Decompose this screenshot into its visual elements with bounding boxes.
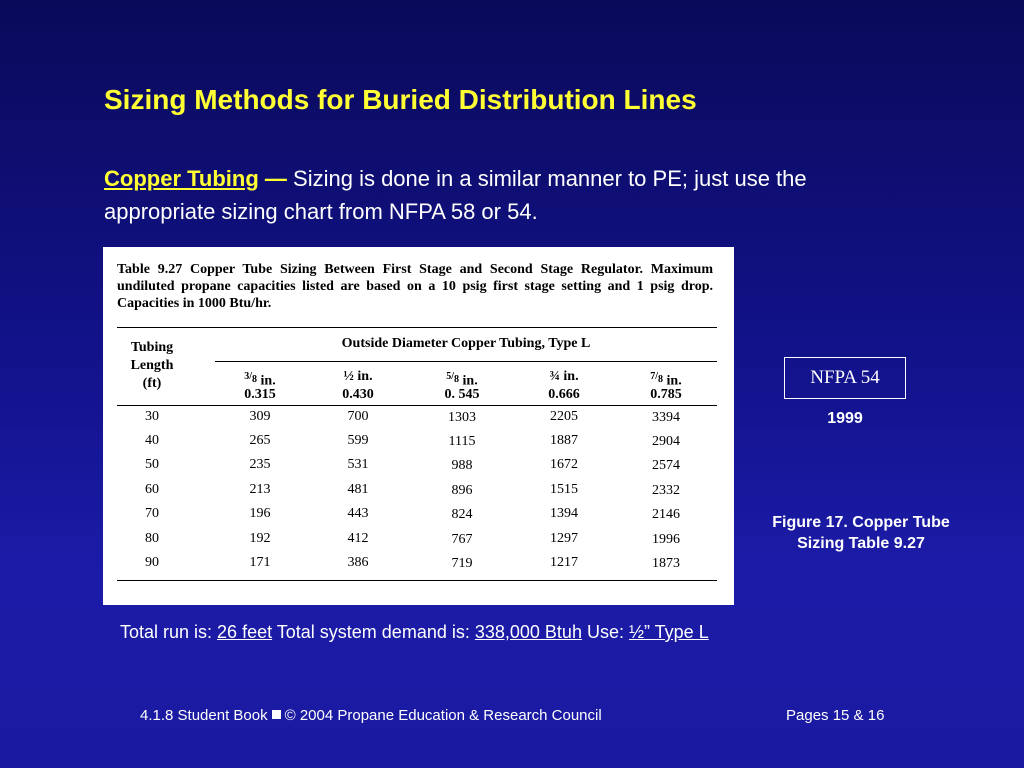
capacity-cell: 2574: [652, 458, 680, 473]
run-label: Total run is:: [120, 622, 218, 642]
column-od-header: 0. 545: [444, 387, 480, 402]
nfpa-label-box: NFPA 54: [784, 357, 906, 399]
capacity-cell: 309: [249, 409, 271, 424]
size-label: in.: [257, 373, 276, 389]
capacity-cell: 1996: [652, 532, 680, 547]
fraction-denominator: 8: [252, 374, 258, 385]
figure-caption-line-2: Sizing Table 9.27: [797, 535, 925, 552]
fraction-denominator: 8: [658, 374, 664, 385]
capacity-cell: 235: [249, 457, 271, 472]
capacity-cell: 719: [451, 556, 473, 571]
demand-value: 338,000 Btuh: [474, 622, 582, 642]
row-length-cell: 90: [145, 555, 159, 570]
capacity-cell: 386: [347, 555, 369, 570]
figure-caption-line-1: Figure 17. Copper Tube: [772, 514, 950, 531]
table-rule-top: [117, 327, 717, 328]
square-bullet-icon: [272, 710, 281, 719]
column-od-header: 0.430: [342, 387, 374, 402]
column-od-header: 0.315: [244, 387, 276, 402]
row-length-cell: 60: [145, 482, 159, 497]
run-value: 26 feet: [217, 622, 273, 642]
sizing-table-image: [103, 247, 734, 605]
capacity-cell: 196: [249, 506, 271, 521]
length-header-line: Tubing: [130, 340, 174, 355]
group-header: Outside Diameter Copper Tubing, Type L: [341, 336, 591, 351]
intro-text: Sizing is done in a similar manner to PE; just use the appropriate sizing chart from NFPA 58 or 54.: [104, 166, 807, 224]
capacity-cell: 443: [347, 506, 369, 521]
use-value: ½” Type L: [628, 622, 709, 642]
size-label: in.: [459, 373, 478, 389]
capacity-cell: 531: [347, 457, 369, 472]
figure-caption: [740, 512, 982, 554]
column-od-header: 0.785: [650, 387, 682, 402]
nfpa-year: 1999: [827, 410, 863, 427]
fraction-slash: /: [655, 371, 659, 382]
capacity-cell: 824: [451, 507, 473, 522]
capacity-cell: 1115: [448, 434, 476, 449]
table-rule-group: [215, 361, 717, 362]
capacity-cell: 767: [451, 532, 473, 547]
capacity-cell: 3394: [652, 410, 680, 425]
footer-left: [140, 707, 602, 724]
demand-label: Total system demand is:: [272, 622, 475, 642]
table-rule-header: [117, 405, 717, 406]
length-header-line: Length: [130, 358, 174, 373]
intro-dash: —: [258, 166, 287, 191]
column-od-header: 0.666: [548, 387, 580, 402]
capacity-cell: 2146: [652, 507, 680, 522]
capacity-cell: 1873: [652, 556, 680, 571]
fraction-slash: /: [249, 371, 253, 382]
table-rule-bottom: [117, 580, 717, 581]
capacity-cell: 412: [347, 531, 369, 546]
row-length-cell: 50: [145, 457, 159, 472]
size-label: ½ in.: [343, 369, 373, 384]
capacity-cell: 1887: [550, 433, 578, 448]
use-label: Use:: [581, 622, 629, 642]
capacity-cell: 1394: [550, 506, 578, 521]
size-label: in.: [663, 373, 682, 389]
footer-book: 4.1.8 Student Book: [140, 707, 268, 724]
row-length-cell: 40: [145, 433, 159, 448]
table-caption: Table 9.27 Copper Tube Sizing Between First Stage and Second Stage Regulator. Maximum undiluted propane capacities listed are based on a 10 psig first stage setting and 1 psig drop. Capacities in 1000 Btu/hr.: [117, 262, 713, 311]
footer-pages: Pages 15 & 16: [786, 707, 885, 724]
capacity-cell: 481: [347, 482, 369, 497]
footer-copyright: © 2004 Propane Education & Research Council: [284, 707, 602, 724]
length-header-line: (ft): [142, 376, 162, 391]
fraction-numerator: 3: [244, 371, 250, 382]
capacity-cell: 1217: [550, 555, 578, 570]
column-size-header: [313, 368, 403, 386]
capacity-cell: 1297: [550, 531, 578, 546]
capacity-cell: 1672: [550, 457, 578, 472]
fraction-slash: /: [451, 371, 455, 382]
size-label: ¾ in.: [549, 369, 579, 384]
capacity-cell: 213: [249, 482, 271, 497]
capacity-cell: 192: [249, 531, 271, 546]
capacity-cell: 1515: [550, 482, 578, 497]
capacity-cell: 2205: [550, 409, 578, 424]
capacity-cell: 265: [249, 433, 271, 448]
row-length-cell: 70: [145, 506, 159, 521]
slide-title: Sizing Methods for Buried Distribution Lines: [104, 84, 697, 115]
capacity-cell: 171: [249, 555, 271, 570]
fraction-numerator: 7: [650, 371, 656, 382]
totals-line: [120, 622, 709, 643]
fraction-numerator: 5: [446, 371, 452, 382]
capacity-cell: 700: [347, 409, 369, 424]
capacity-cell: 2904: [652, 434, 680, 449]
capacity-cell: 988: [451, 458, 473, 473]
capacity-cell: 599: [347, 433, 369, 448]
row-length-cell: 80: [145, 531, 159, 546]
column-size-header: [519, 368, 609, 386]
capacity-cell: 2332: [652, 483, 680, 498]
capacity-cell: 1303: [448, 410, 476, 425]
capacity-cell: 896: [451, 483, 473, 498]
fraction-denominator: 8: [454, 374, 460, 385]
intro-keyword: Copper Tubing: [104, 166, 259, 191]
intro-paragraph: [104, 162, 884, 228]
row-length-cell: 30: [145, 409, 159, 424]
